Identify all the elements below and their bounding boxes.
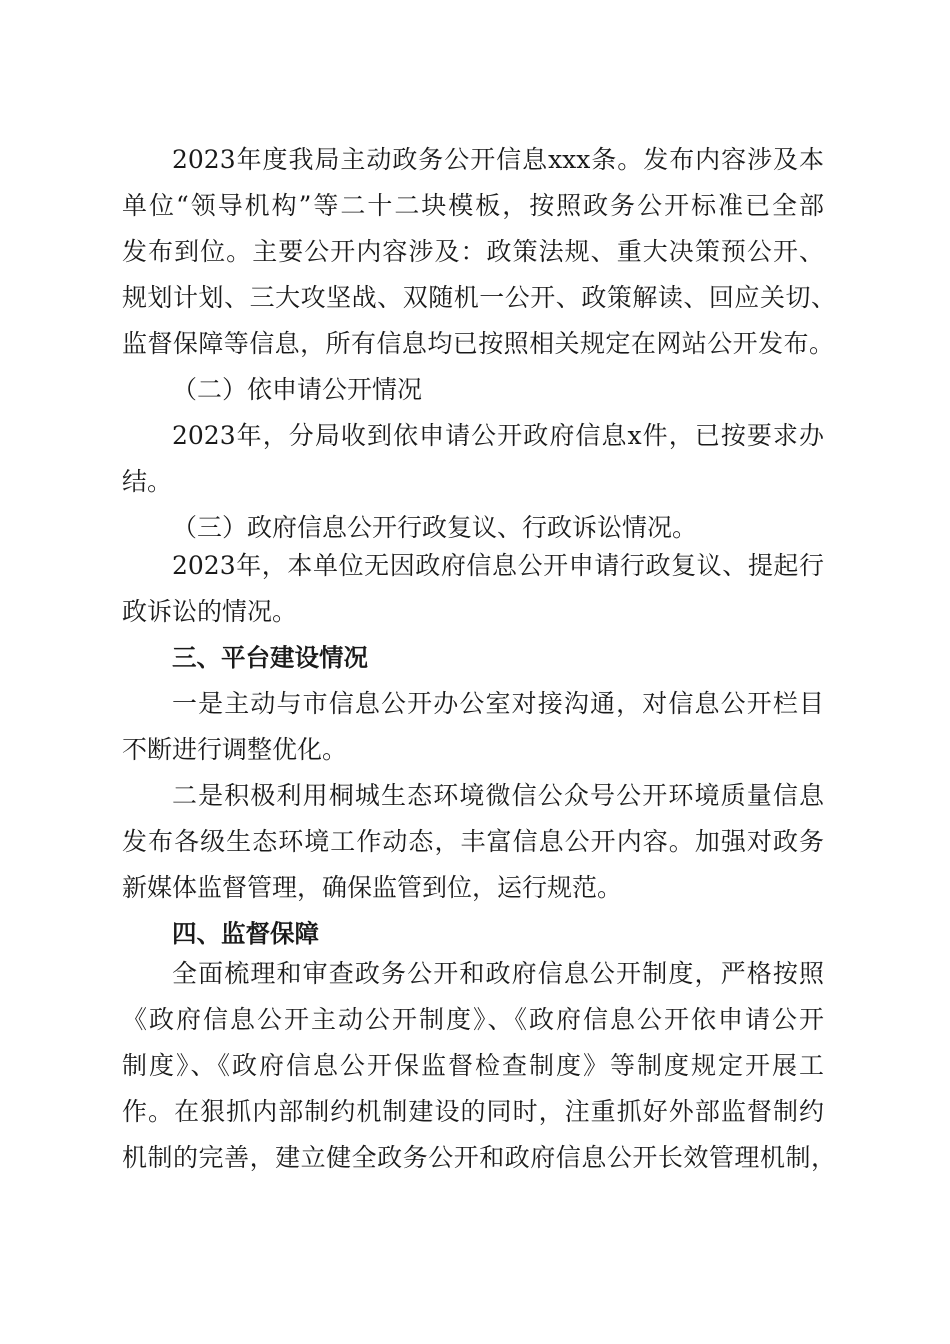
paragraph-line: 结。 [122,467,173,496]
section-subheading: （三）政府信息公开行政复议、行政诉讼情况。 [172,513,698,542]
paragraph-line: 发布各级生态环境工作动态，丰富信息公开内容。加强对政务 [122,827,824,856]
paragraph-line: 监督保障等信息，所有信息均已按照相关规定在网站公开发布。 [122,329,834,358]
paragraph-line: 规划计划、三大攻坚战、双随机一公开、政策解读、回应关切、 [122,283,836,312]
paragraph-line: 《政府信息公开主动公开制度》、《政府信息公开依申请公开 [122,1005,824,1034]
paragraph-line: 发布到位。主要公开内容涉及：政策法规、重大决策预公开、 [122,237,824,266]
paragraph-line: 2023年，分局收到依申请公开政府信息x件，已按要求办 [172,421,824,450]
section-subheading: （二）依申请公开情况 [172,375,423,404]
paragraph-line: 2023年，本单位无因政府信息公开申请行政复议、提起行 [172,551,824,580]
paragraph-line: 全面梳理和审查政务公开和政府信息公开制度，严格按照 [172,959,824,988]
paragraph-line: 二是积极利用桐城生态环境微信公众号公开环境质量信息 [172,781,824,810]
paragraph-line: 政诉讼的情况。 [122,597,298,626]
paragraph-line: 制度》、《政府信息公开保监督检查制度》等制度规定开展工 [122,1051,824,1080]
paragraph-line: 单位“领导机构”等二十二块模板，按照政务公开标准已全部 [122,191,824,220]
paragraph-line: 新媒体监督管理，确保监管到位，运行规范。 [122,873,623,902]
section-heading: 四、监督保障 [172,919,319,948]
section-heading: 三、平台建设情况 [172,643,368,672]
paragraph-line: 2023年度我局主动政务公开信息xxx条。发布内容涉及本 [172,145,824,174]
paragraph-line: 不断进行调整优化。 [122,735,348,764]
paragraph-line: 一是主动与市信息公开办公室对接沟通，对信息公开栏目 [172,689,824,718]
paragraph-line: 机制的完善，建立健全政务公开和政府信息公开长效管理机制， [122,1143,836,1172]
paragraph-line: 作。在狠抓内部制约机制建设的同时，注重抓好外部监督制约 [122,1097,824,1126]
